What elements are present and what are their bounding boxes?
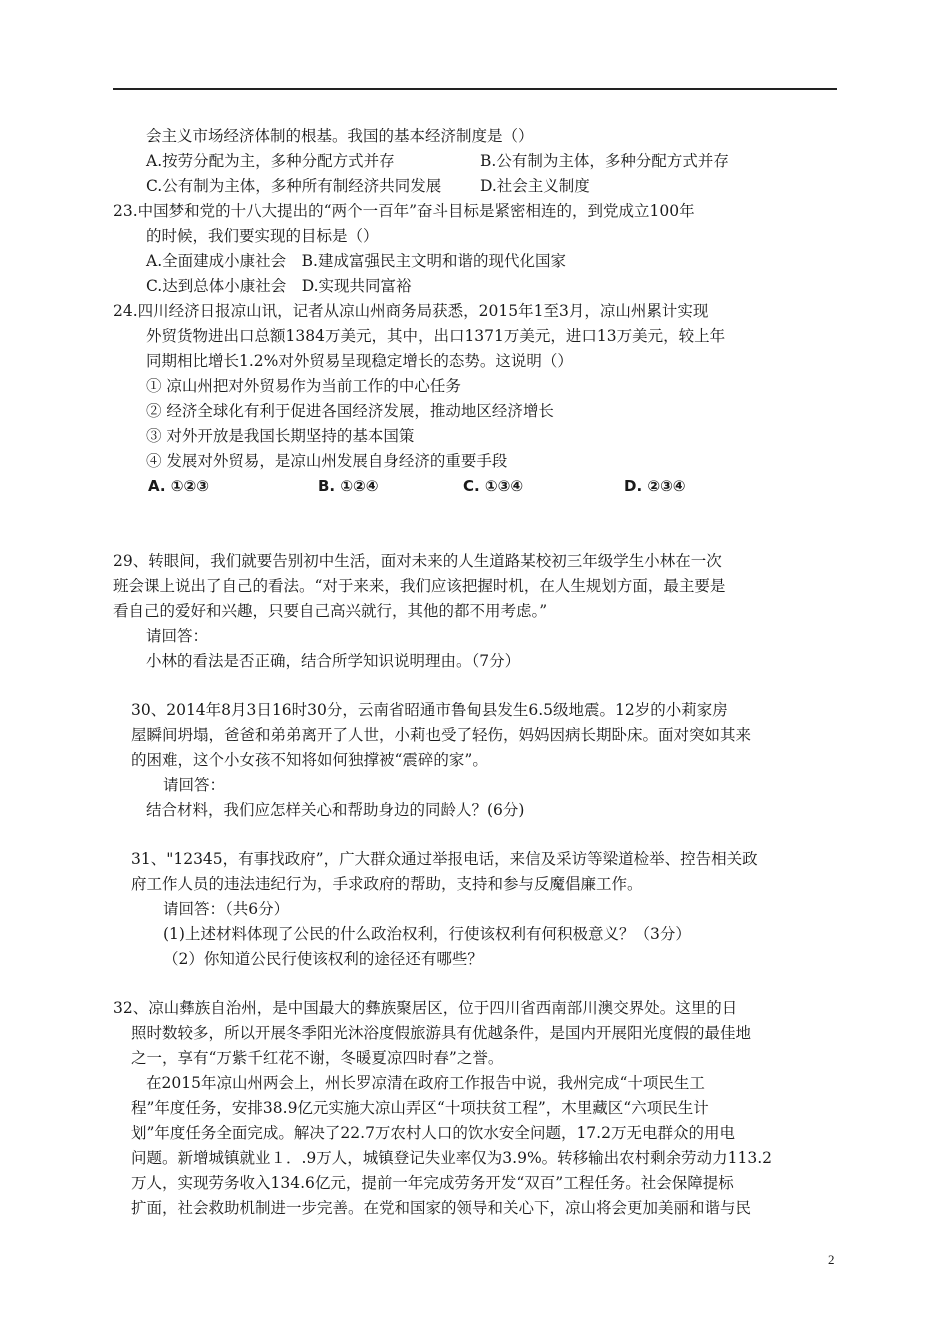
q22-option-d: D.社会主义制度	[480, 177, 590, 195]
q24-stem-1: 24.四川经济日报凉山讯，记者从凉山州商务局获悉，2015年1至3月，凉山州累计实现	[113, 302, 709, 320]
header-rule	[113, 88, 837, 90]
q29-material-2: 班会课上说出了自己的看法。“对于来来，我们应该把握时机，在人生规划方面，最主要是	[113, 577, 726, 595]
q29-ask: 请回答：	[146, 627, 209, 645]
page-number: 2	[828, 1252, 835, 1267]
q24-option-d: D. ②③④	[624, 477, 686, 495]
q32-paragraph-2: 程”年度任务，安排38.9亿元实施大凉山弄区“十项扶贫工程”，木里藏区“六项民生计	[131, 1099, 709, 1117]
q22-option-a: A.按劳分配为主，多种分配方式并存	[146, 152, 395, 170]
q24-option-c: C. ①③④	[463, 477, 524, 495]
q24-statement-1: ① 凉山州把对外贸易作为当前工作的中心任务	[146, 377, 461, 395]
q32-paragraph-3: 划”年度任务全面完成。解决了22.7万农村人口的饮水安全问题，17.2万无电群众的用电	[131, 1124, 735, 1142]
q31-material-2: 府工作人员的违法违纪行为，手求政府的帮助，支持和参与反魔倡廉工作。	[131, 875, 643, 893]
q22-option-b: B.公有制为主体，多种分配方式并存	[480, 152, 729, 170]
q24-statement-3: ③ 对外开放是我国长期坚持的基本国策	[146, 427, 415, 445]
q24-option-a: A. ①②③	[148, 477, 209, 495]
q29-question: 小林的看法是否正确，结合所学知识说明理由。（7分）	[146, 652, 521, 670]
q22-continuation: 会主义市场经济体制的根基。我国的基本经济制度是（）	[146, 127, 534, 145]
q30-material-2: 屋瞬间坍塌，爸爸和弟弟离开了人世，小莉也受了轻伤，妈妈因病长期卧床。面对突如其来	[131, 726, 752, 744]
q24-stem-2: 外贸货物进出口总额1384万美元，其中，出口1371万美元，进口13万美元，较上年	[146, 327, 726, 345]
q32-material-1: 32、凉山彝族自治州，是中国最大的彝族聚居区，位于四川省西南部川澳交界处。这里的日	[113, 999, 738, 1017]
q32-paragraph-5: 万人，实现劳务收入134.6亿元，提前一年完成劳务开发“双百”工程任务。社会保障提标	[131, 1174, 734, 1192]
q30-ask: 请回答：	[163, 776, 226, 794]
q24-statement-4: ④ 发展对外贸易，是凉山州发展自身经济的重要手段	[146, 452, 508, 470]
q29-material-1: 29、转眼间，我们就要告别初中生活，面对未来的人生道路某校初三年级学生小林在一次	[113, 552, 722, 570]
q31-subquestion-2: （2）你知道公民行使该权利的途径还有哪些？	[163, 950, 483, 968]
q30-material-3: 的困难，这个小女孩不知将如何独撑被“震碎的家”。	[131, 751, 488, 769]
q29-material-3: 看自己的爱好和兴趣，只要自己高兴就行，其他的都不用考虑。”	[113, 602, 548, 620]
q32-material-2: 照时数较多，所以开展冬季阳光沐浴度假旅游具有优越条件，是国内开展阳光度假的最佳地	[131, 1024, 752, 1042]
q24-statement-2: ② 经济全球化有利于促进各国经济发展，推动地区经济增长	[146, 402, 554, 420]
q24-stem-3: 同期相比增长1.2%对外贸易呈现稳定增长的态势。这说明（）	[146, 352, 573, 370]
q23-stem-1: 23.中国梦和党的十八大提出的“两个一百年”奋斗目标是紧密相连的，到党成立100年	[113, 202, 695, 220]
q23-options-cd: C.达到总体小康社会 D.实现共同富裕	[146, 277, 412, 295]
q31-material-1: 31、"12345，有事找政府”，广大群众通过举报电话，来信及采访等梁道检举、控告相关政	[131, 850, 758, 868]
q30-question: 结合材料，我们应怎样关心和帮助身边的同龄人？(6分)	[146, 801, 525, 819]
q24-option-b: B. ①②④	[318, 477, 379, 495]
q23-stem-2: 的时候，我们要实现的目标是（）	[146, 227, 379, 245]
q30-material-1: 30、2014年8月3日16时30分，云南省昭通市鲁甸县发生6.5级地震。12岁的小莉家房	[131, 701, 728, 719]
q22-option-c: C.公有制为主体，多种所有制经济共同发展	[146, 177, 442, 195]
q31-ask: 请回答：（共6分）	[163, 900, 290, 918]
q32-paragraph-1: 在2015年凉山州两会上，州长罗凉清在政府工作报告中说，我州完成“十项民生工	[146, 1074, 705, 1092]
q32-paragraph-6: 扩面，社会救助机制进一步完善。在党和国家的领导和关心下，凉山将会更加美丽和谐与民	[131, 1199, 752, 1217]
q23-options-ab: A.全面建成小康社会 B.建成富强民主文明和谐的现代化国家	[146, 252, 566, 270]
q32-material-3: 之一，享有“万紫千红花不谢，冬暖夏凉四时春”之誉。	[131, 1049, 504, 1067]
q31-subquestion-1: (1)上述材料体现了公民的什么政治权利，行使该权利有何积极意义？（3分）	[163, 925, 691, 943]
q32-paragraph-4: 问题。新增城镇就业１．.9万人，城镇登记失业率仅为3.9%。转移输出农村剩余劳动力113.2	[131, 1149, 773, 1167]
